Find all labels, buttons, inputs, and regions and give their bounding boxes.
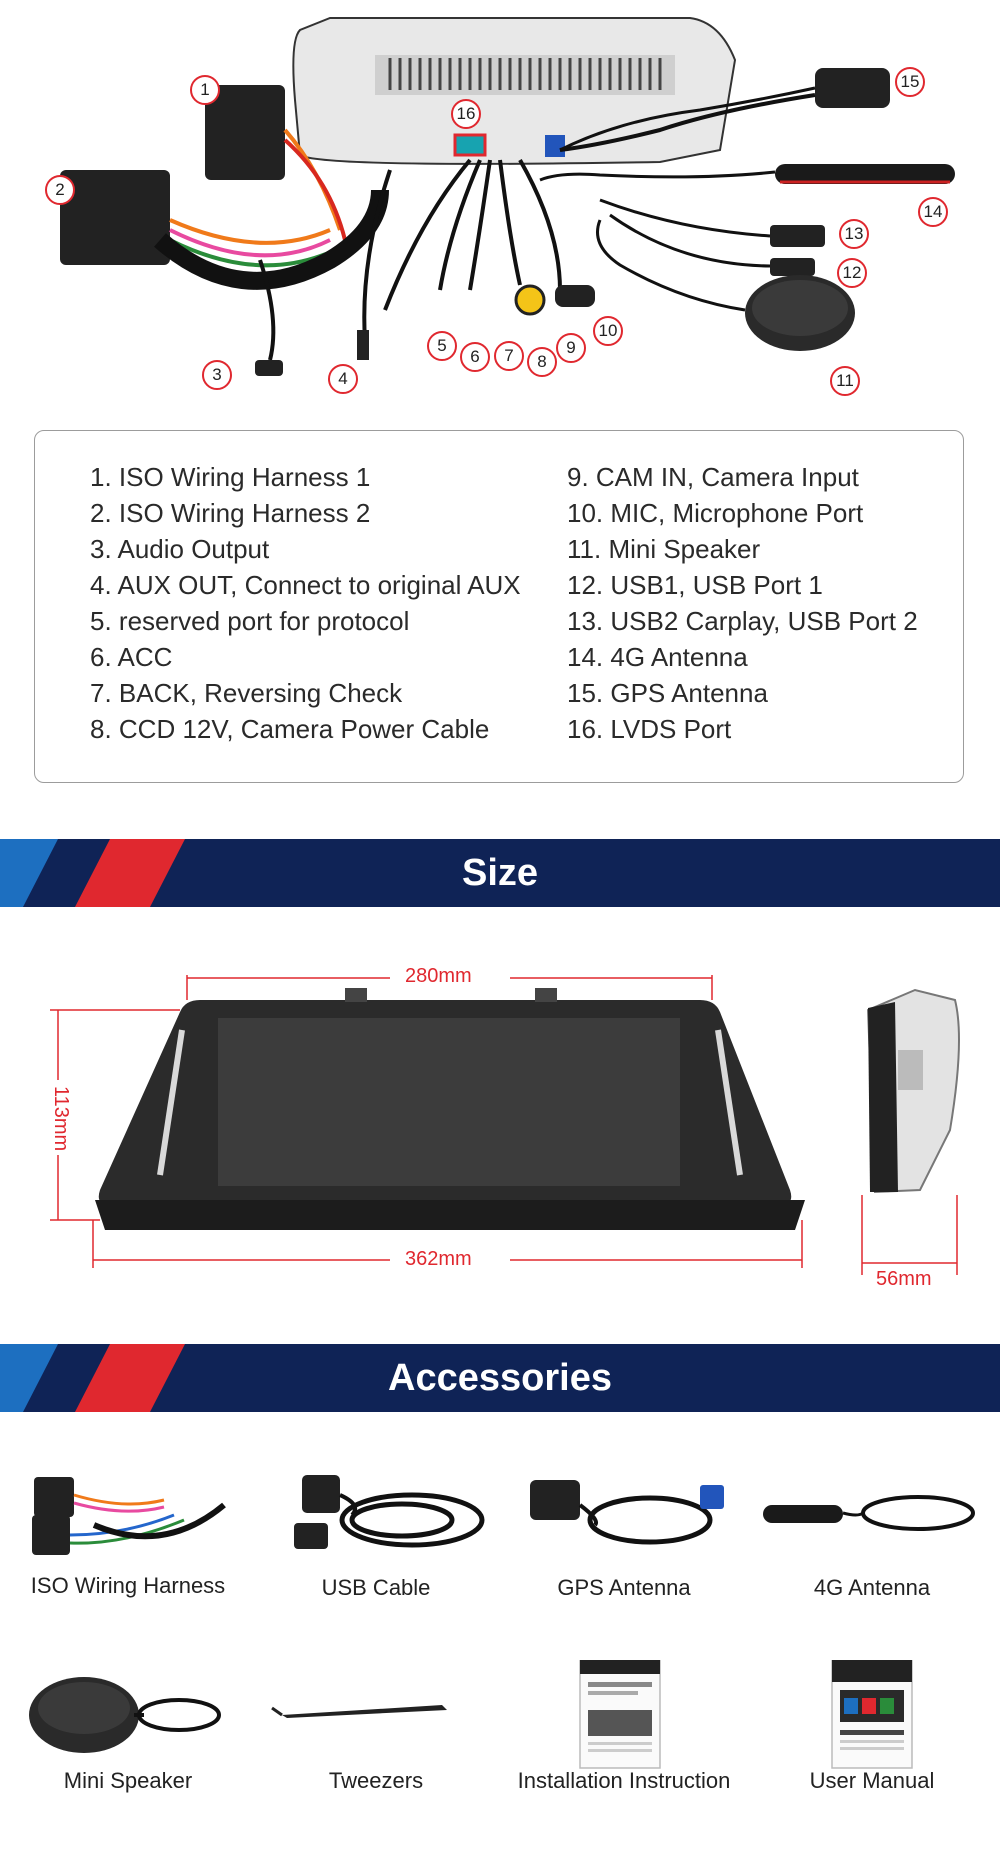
accessory-label: User Manual: [809, 1768, 935, 1793]
legend-item: 14. 4G Antenna: [567, 642, 748, 672]
callout-15: 15: [895, 67, 925, 97]
callout-5: 5: [427, 331, 457, 361]
legend-item: 16. LVDS Port: [567, 714, 732, 744]
user-manual-icon: [748, 1660, 996, 1770]
accessories-banner: [0, 1344, 1000, 1412]
accessory-label: GPS Antenna: [557, 1575, 691, 1600]
overall-width-dimension-label: 362mm: [401, 1248, 476, 1271]
legend-item: 7. BACK, Reversing Check: [90, 678, 403, 708]
callout-8: 8: [527, 347, 557, 377]
accessories-title: Accessories: [388, 1357, 612, 1399]
callout-2: 2: [45, 175, 75, 205]
accessory-label: USB Cable: [321, 1575, 431, 1600]
tweezers-icon: [252, 1660, 500, 1770]
instruction-booklet-icon: [500, 1660, 748, 1770]
callout-16: 16: [451, 99, 481, 129]
wiring-diagram-illustration: [0, 0, 1000, 400]
wiring-diagram: [0, 0, 1000, 400]
legend-column-left: [90, 459, 521, 747]
callout-1: 1: [190, 75, 220, 105]
accessory-label: Installation Instruction: [517, 1768, 731, 1793]
size-banner: [0, 839, 1000, 907]
legend-item: 12. USB1, USB Port 1: [567, 570, 823, 600]
mini-speaker-icon: [4, 1660, 252, 1770]
callout-12: 12: [837, 258, 867, 288]
depth-dimension-label: 56mm: [872, 1268, 936, 1291]
wiring-harness-icon: [4, 1465, 252, 1575]
legend-item: 3. Audio Output: [90, 534, 270, 564]
legend-item: 13. USB2 Carplay, USB Port 2: [567, 606, 918, 636]
accessory-label: Mini Speaker: [63, 1768, 193, 1793]
gps-antenna-icon: [500, 1465, 748, 1575]
callout-9: 9: [556, 333, 586, 363]
legend-item: 5. reserved port for protocol: [90, 606, 410, 636]
callout-7: 7: [494, 341, 524, 371]
legend-item: 9. CAM IN, Camera Input: [567, 462, 859, 492]
legend-item: 15. GPS Antenna: [567, 678, 768, 708]
legend-item: 1. ISO Wiring Harness 1: [90, 462, 371, 492]
legend-item: 6. ACC: [90, 642, 173, 672]
4g-antenna-icon: [748, 1465, 996, 1575]
size-title: Size: [461, 852, 539, 894]
legend-item: 8. CCD 12V, Camera Power Cable: [90, 714, 490, 744]
callout-10: 10: [593, 316, 623, 346]
size-diagram: [0, 930, 1000, 1310]
callout-4: 4: [328, 364, 358, 394]
height-dimension-label: 113mm: [49, 1082, 72, 1155]
usb-cable-icon: [252, 1465, 500, 1575]
callout-11: 11: [830, 366, 860, 396]
accessory-label: 4G Antenna: [813, 1575, 931, 1600]
legend-item: 4. AUX OUT, Connect to original AUX: [90, 570, 521, 600]
port-legend: [34, 430, 964, 783]
dimension-drawing: [0, 930, 1000, 1310]
legend-item: 11. Mini Speaker: [567, 534, 761, 564]
legend-column-right: [567, 459, 918, 747]
callout-3: 3: [202, 360, 232, 390]
accessory-label: ISO Wiring Harness: [30, 1573, 226, 1598]
legend-item: 2. ISO Wiring Harness 2: [90, 498, 371, 528]
callout-6: 6: [460, 342, 490, 372]
width-dimension-label: 280mm: [401, 965, 476, 988]
accessory-label: Tweezers: [328, 1768, 424, 1793]
callout-14: 14: [918, 197, 948, 227]
callout-13: 13: [839, 219, 869, 249]
legend-item: 10. MIC, Microphone Port: [567, 498, 864, 528]
